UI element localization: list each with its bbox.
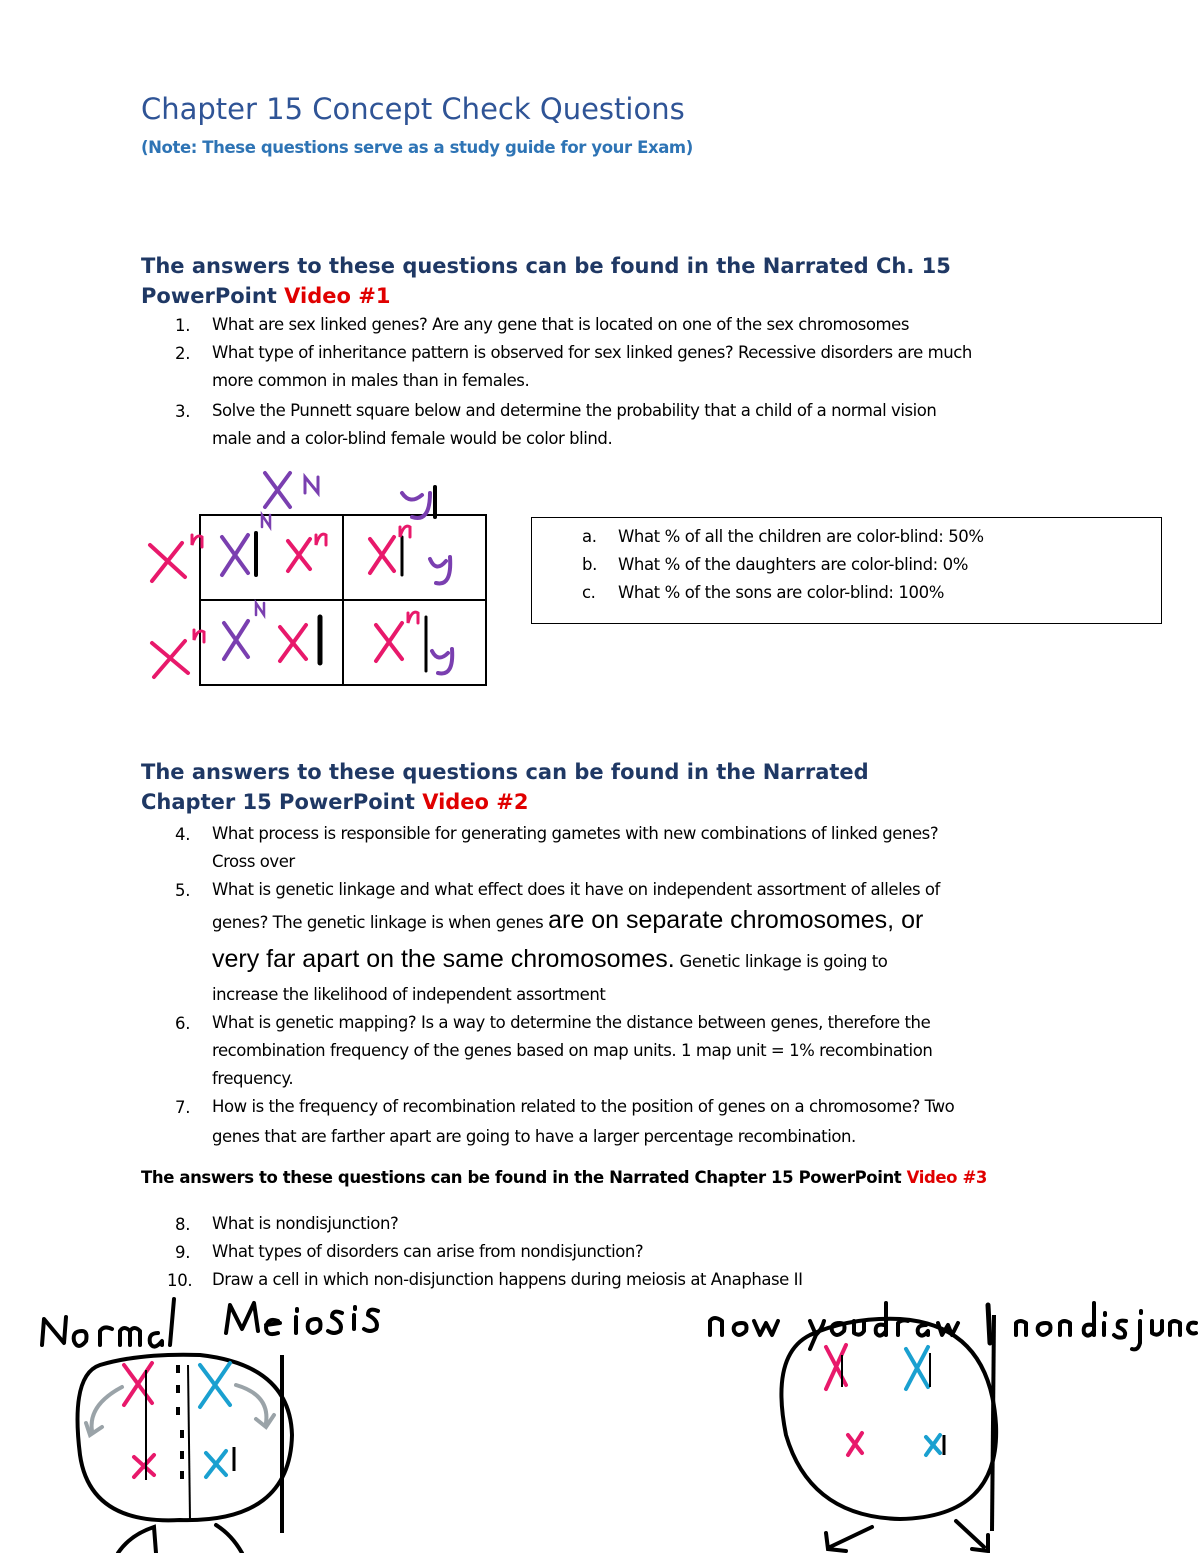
q7-text-line1: How is the frequency of recombination related to the position of genes on a chromosome? Two <box>212 1097 955 1116</box>
cell-outline <box>78 1355 293 1521</box>
q4-number: 4. <box>175 825 191 844</box>
q3-text-line1: Solve the Punnett square below and determine the probability that a child of a normal vision <box>212 401 937 420</box>
section3-video-label: Video #3 <box>906 1168 987 1187</box>
q10-number: 10. <box>167 1271 193 1290</box>
q1-text: What are sex linked genes? Are any gene that is located on one of the sex chromosomes <box>212 315 909 334</box>
q3-text-line2: male and a color-blind female would be color blind. <box>212 429 613 448</box>
q4-text-line1: What process is responsible for generating gametes with new combinations of linked genes? <box>212 824 939 843</box>
q6-text-line1: What is genetic mapping? Is a way to determine the distance between genes, therefore the <box>212 1013 931 1032</box>
q3-number: 3. <box>175 402 191 421</box>
q1-number: 1. <box>175 316 191 335</box>
section2-heading <box>141 757 869 817</box>
midline <box>188 1365 190 1520</box>
q8-number: 8. <box>175 1215 191 1234</box>
q8-text: What is nondisjunction? <box>212 1214 399 1233</box>
cell-4-genotype <box>376 612 452 673</box>
answer-c: c. What % of the sons are color-blind: 100% <box>582 583 944 602</box>
section2-video-label: Video #2 <box>422 790 529 814</box>
normal-meiosis-drawing <box>30 1295 390 1553</box>
normal-meiosis-label <box>42 1299 378 1347</box>
q6-number: 6. <box>175 1014 191 1033</box>
section2-heading-line1: The answers to these questions can be found in the Narrated <box>141 760 869 784</box>
q5-text-line3: very far apart on the same chromosomes. Genetic linkage is going to <box>212 945 888 973</box>
cyan-chromosomes <box>906 1347 940 1455</box>
punnett-square <box>130 465 510 695</box>
pink-chromosomes <box>124 1363 154 1477</box>
q7-number: 7. <box>175 1098 191 1117</box>
cell-3-genotype <box>224 603 320 663</box>
cell-edge-line <box>992 1315 994 1531</box>
cell-1-genotype <box>222 515 326 575</box>
q5-number: 5. <box>175 881 191 900</box>
handwritten-top-xn <box>265 473 318 507</box>
section1-heading-line1: The answers to these questions can be found in the Narrated Ch. 15 <box>141 254 951 278</box>
nondisjunction-label <box>710 1303 1196 1349</box>
handwritten-left-xn-1 <box>150 535 202 581</box>
answer-b: b. What % of the daughters are color-blind: 0% <box>582 555 969 574</box>
q5-text-line4: increase the likelihood of independent assortment <box>212 985 606 1004</box>
q7-text-line2: genes that are farther apart are going to have a larger percentage recombination. <box>212 1127 856 1146</box>
q6-text-line2: recombination frequency of the genes based on map units. 1 map unit = 1% recombination <box>212 1041 933 1060</box>
answer-a: a. What % of all the children are color-blind: 50% <box>582 527 984 546</box>
punnett-answers-box <box>531 517 1162 624</box>
section1-heading <box>141 251 951 311</box>
nondisjunction-drawing <box>700 1295 1200 1553</box>
handwritten-left-xn-2 <box>152 630 204 677</box>
q5-text-line2: genes? The genetic linkage is when genes are on separate chromosomes, or <box>212 906 924 934</box>
q10-text: Draw a cell in which non-disjunction happens during meiosis at Anaphase II <box>212 1270 803 1289</box>
q5-text-line1: What is genetic linkage and what effect does it have on independent assortment of alleles of <box>212 880 940 899</box>
q9-text: What types of disorders can arise from nondisjunction? <box>212 1242 644 1261</box>
section3-heading: The answers to these questions can be found in the Narrated Chapter 15 PowerPoint Video #3 <box>141 1168 987 1187</box>
q2-text-line2: more common in males than in females. <box>212 371 530 390</box>
page-title: Chapter 15 Concept Check Questions <box>141 92 685 126</box>
study-guide-note: (Note: These questions serve as a study guide for your Exam) <box>141 138 693 157</box>
q2-text-line1: What type of inheritance pattern is observed for sex linked genes? Recessive disorders are much <box>212 343 972 362</box>
cell-2-genotype <box>370 526 450 583</box>
section1-heading-line2: PowerPoint <box>141 284 285 308</box>
section2-heading-line2: Chapter 15 PowerPoint <box>141 790 423 814</box>
q4-text-line2: Cross over <box>212 852 295 871</box>
cyan-chromosomes <box>200 1363 230 1477</box>
pink-chromosomes <box>826 1345 862 1455</box>
q6-text-line3: frequency. <box>212 1069 294 1088</box>
q9-number: 9. <box>175 1243 191 1262</box>
handwritten-top-y <box>402 487 435 518</box>
division-dots <box>176 1365 184 1479</box>
section1-video-label: Video #1 <box>284 284 391 308</box>
cell-outline <box>781 1319 996 1519</box>
q2-number: 2. <box>175 344 191 363</box>
